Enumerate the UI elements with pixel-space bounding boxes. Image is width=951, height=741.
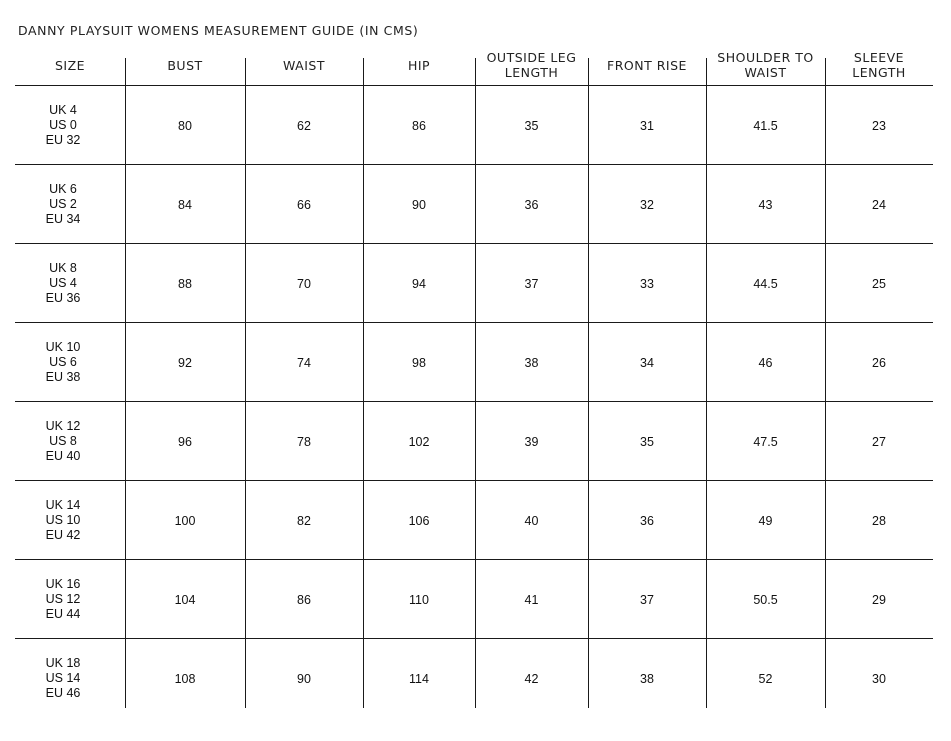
size-label: UK 16 [45,577,81,591]
header-label: HIP [407,57,431,73]
value-cell-sleeve-length: 27 [872,434,886,449]
value-cell-shoulder-to-waist: 43 [758,197,773,212]
value-cell-outside-leg-length: 38 [524,355,539,370]
size-label: EU 32 [45,133,81,147]
value-cell-hip: 86 [412,118,426,133]
value-cell-hip: 98 [412,355,426,370]
size-label: UK 12 [45,419,81,433]
size-label: UK 6 [49,182,77,196]
value-cell-outside-leg-length: 36 [524,197,539,212]
size-label: EU 34 [45,212,81,226]
size-label: US 14 [45,671,81,685]
size-label: US 10 [45,513,81,527]
size-cell [15,86,111,165]
value-cell-front-rise: 31 [640,118,654,133]
value-cell-bust: 92 [178,355,192,370]
value-cell-front-rise: 36 [640,513,654,528]
value-cell-sleeve-length: 25 [872,276,886,291]
value-cell-outside-leg-length: 41 [524,592,539,607]
header-label: SIZE [54,57,86,73]
size-cell [15,244,111,323]
size-label: UK 14 [45,498,81,512]
value-cell-front-rise: 32 [640,197,654,212]
value-cell-bust: 80 [178,118,192,133]
size-label: US 8 [49,434,77,448]
size-label: US 6 [49,355,77,369]
value-cell-shoulder-to-waist: 41.5 [753,118,778,133]
value-cell-sleeve-length: 30 [872,671,886,686]
value-cell-shoulder-to-waist: 52 [758,671,773,686]
value-cell-bust: 104 [174,592,196,607]
size-cell [15,323,111,402]
value-cell-hip: 90 [412,197,426,212]
header-sleeve-length [825,44,933,86]
value-cell-hip: 102 [408,434,430,449]
size-cell [15,560,111,639]
value-cell-waist: 70 [297,276,311,291]
size-label: UK 4 [49,103,77,117]
size-label: US 2 [49,197,77,211]
value-cell-shoulder-to-waist: 46 [758,355,773,370]
value-cell-waist: 86 [297,592,311,607]
header-size [15,44,125,86]
value-cell-waist: 74 [297,355,311,370]
value-cell-hip: 106 [408,513,430,528]
value-cell-bust: 88 [178,276,192,291]
value-cell-sleeve-length: 29 [872,592,886,607]
value-cell-sleeve-length: 24 [872,197,886,212]
header-label: OUTSIDE LEG LENGTH [486,50,577,80]
header-hip [363,44,475,86]
value-cell-outside-leg-length: 37 [524,276,539,291]
size-cell [15,165,111,244]
value-cell-bust: 84 [178,197,192,212]
size-label: EU 38 [45,370,81,384]
value-cell-waist: 62 [297,118,311,133]
value-cell-bust: 96 [178,434,192,449]
size-label: US 4 [49,276,77,290]
value-cell-front-rise: 35 [640,434,654,449]
value-cell-sleeve-length: 23 [872,118,886,133]
value-cell-waist: 66 [297,197,311,212]
value-cell-outside-leg-length: 40 [524,513,539,528]
header-label: WAIST [283,57,325,73]
value-cell-shoulder-to-waist: 49 [758,513,773,528]
value-cell-shoulder-to-waist: 44.5 [753,276,778,291]
value-cell-sleeve-length: 28 [872,513,886,528]
size-label: EU 46 [45,686,81,700]
size-cell [15,639,111,718]
value-cell-front-rise: 37 [640,592,654,607]
size-label: EU 42 [45,528,81,542]
value-cell-outside-leg-length: 35 [524,118,539,133]
page-title: DANNY PLAYSUIT WOMENS MEASUREMENT GUIDE (IN CMS) [18,23,419,38]
size-cell [15,402,111,481]
value-cell-waist: 82 [297,513,311,528]
value-cell-waist: 78 [297,434,311,449]
size-label: EU 40 [45,449,81,463]
size-label: US 0 [49,118,77,132]
value-cell-bust: 100 [174,513,196,528]
value-cell-hip: 110 [409,592,429,607]
size-label: UK 10 [45,340,81,354]
value-cell-waist: 90 [297,671,311,686]
header-waist [245,44,363,86]
value-cell-front-rise: 33 [640,276,654,291]
value-cell-hip: 114 [409,671,429,686]
value-cell-shoulder-to-waist: 50.5 [753,592,778,607]
size-cell [15,481,111,560]
value-cell-hip: 94 [412,276,426,291]
size-label: EU 44 [45,607,81,621]
value-cell-bust: 108 [174,671,196,686]
value-cell-front-rise: 34 [640,355,654,370]
header-front-rise [588,44,706,86]
header-bust [125,44,245,86]
value-cell-outside-leg-length: 39 [524,434,539,449]
value-cell-outside-leg-length: 42 [524,671,539,686]
size-label: UK 18 [45,656,81,670]
size-label: US 12 [45,592,81,606]
value-cell-sleeve-length: 26 [872,355,886,370]
header-label: BUST [167,57,203,73]
size-label: UK 8 [49,261,77,275]
header-label: SLEEVE LENGTH [852,50,906,80]
header-label: SHOULDER TO WAIST [717,50,814,80]
header-shoulder-to-waist [706,44,825,86]
value-cell-shoulder-to-waist: 47.5 [753,434,778,449]
size-label: EU 36 [45,291,81,305]
header-outside-leg-length [475,44,588,86]
value-cell-front-rise: 38 [640,671,654,686]
header-label: FRONT RISE [607,57,687,73]
